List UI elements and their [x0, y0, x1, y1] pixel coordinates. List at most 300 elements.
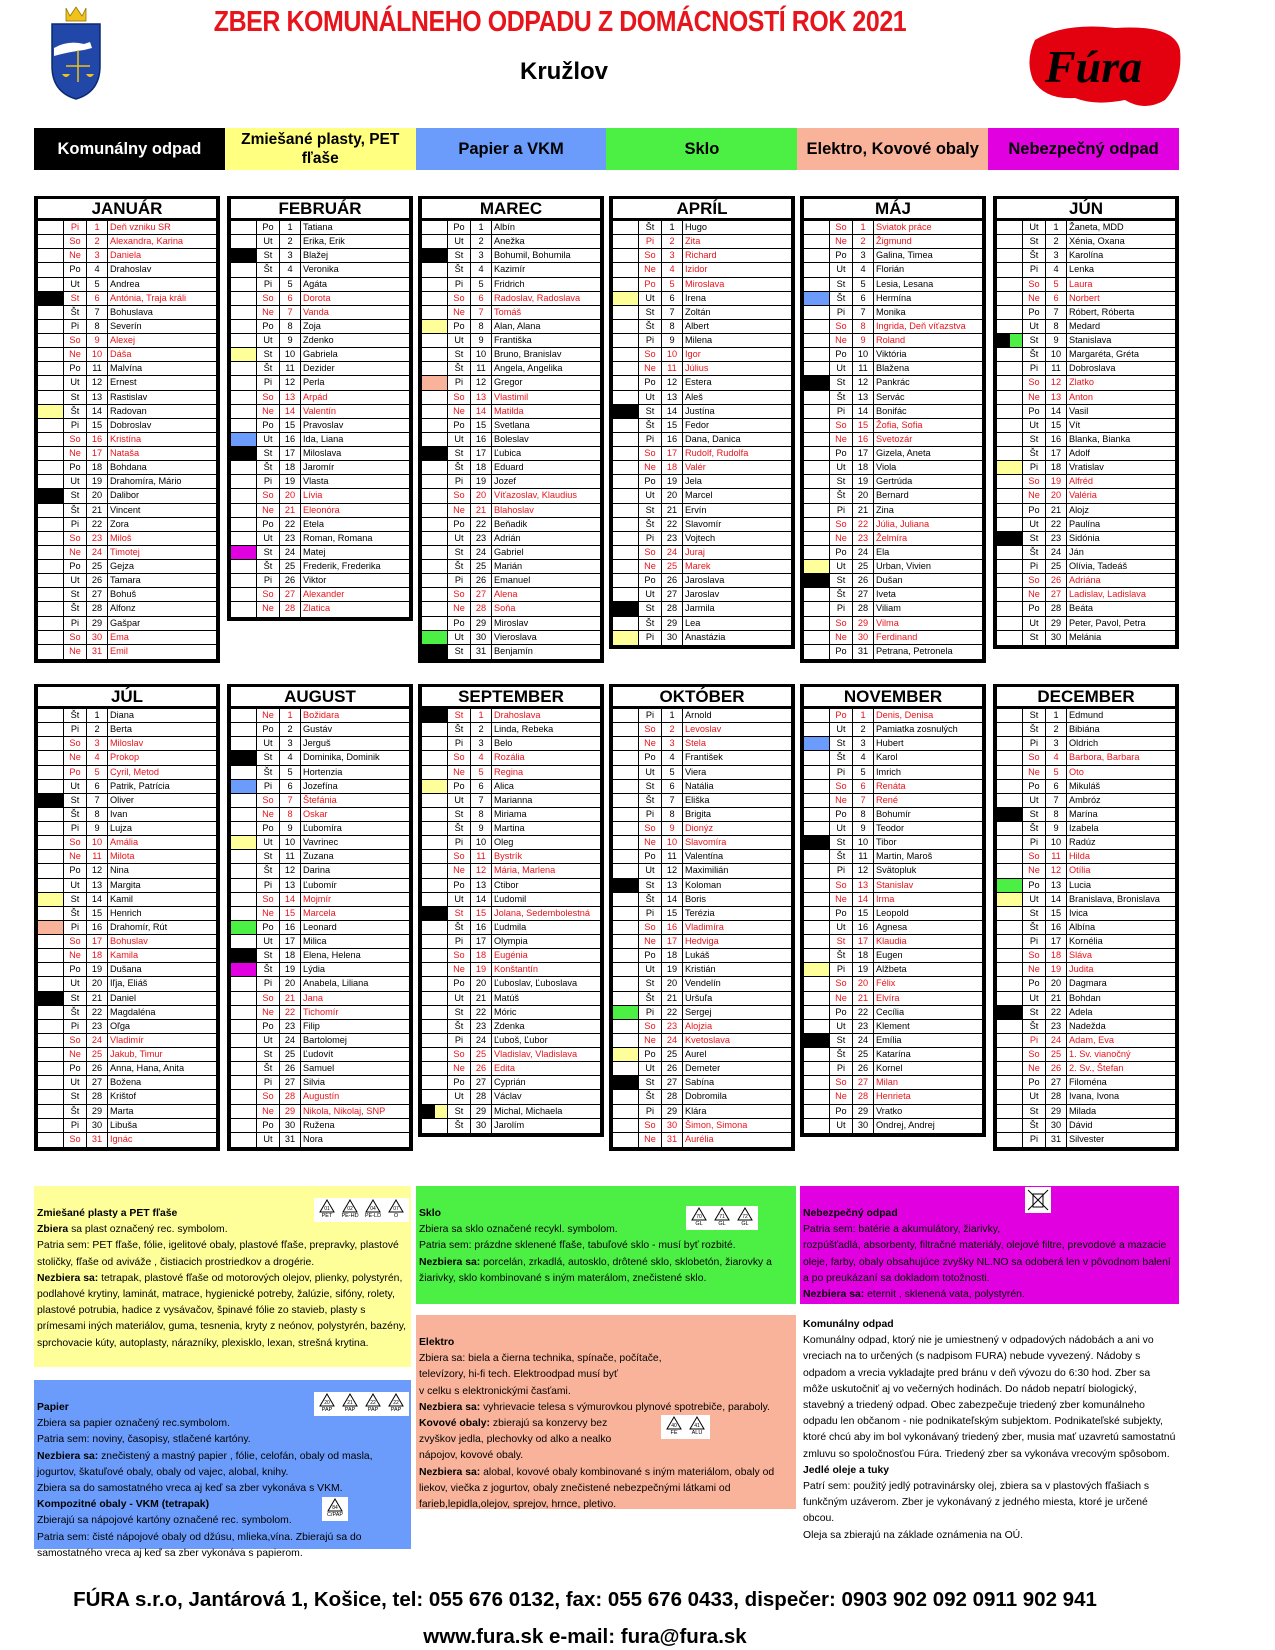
day-number: 20 — [662, 977, 683, 990]
day-number: 23 — [87, 532, 108, 545]
day-row — [613, 433, 791, 447]
name-day: Nadežda — [1069, 1020, 1106, 1031]
day-number: 9 — [280, 822, 301, 835]
day-number: 16 — [662, 921, 683, 934]
day-row — [997, 447, 1175, 461]
name-day: Eugénia — [494, 950, 528, 961]
day-row — [997, 1062, 1175, 1076]
info-label: Zbiera — [37, 1224, 69, 1236]
day-row — [231, 306, 409, 320]
day-number: 16 — [662, 433, 683, 446]
weekday: Ne — [448, 1062, 471, 1075]
weekday: So — [1023, 574, 1046, 587]
day-row — [38, 935, 216, 949]
day-row — [997, 907, 1175, 921]
collection-marker — [997, 518, 1023, 531]
collection-marker — [38, 362, 64, 375]
day-row — [422, 504, 600, 518]
name-day: Miloslava — [303, 448, 342, 458]
collection-marker — [804, 737, 830, 750]
day-number: 16 — [87, 433, 108, 446]
day-row — [997, 977, 1175, 991]
day-number: 15 — [280, 907, 301, 920]
day-number: 20 — [471, 489, 492, 502]
info-paragraph — [803, 1287, 1176, 1303]
weekday: Pi — [64, 822, 87, 835]
day-number: 26 — [87, 1062, 108, 1075]
fura-logo — [1025, 20, 1185, 112]
marker-s — [231, 921, 256, 934]
name-day: Bohdan — [1069, 992, 1101, 1003]
weekday: Ne — [639, 836, 662, 849]
marker-k — [38, 794, 63, 807]
day-row — [422, 1090, 600, 1104]
collection-marker — [231, 235, 257, 248]
name-day: Etela — [303, 518, 324, 529]
weekday: Št — [448, 723, 471, 736]
day-number: 11 — [662, 362, 683, 375]
marker-k — [613, 1076, 638, 1089]
month-title: JÚL — [38, 687, 216, 709]
day-number: 22 — [1046, 1006, 1067, 1019]
collection-marker — [422, 278, 448, 291]
weekday: Ut — [64, 879, 87, 892]
collection-marker — [422, 560, 448, 573]
name-day: Leonard — [303, 921, 337, 932]
name-day: Libuša — [110, 1119, 138, 1130]
day-row — [231, 1062, 409, 1076]
day-row — [231, 447, 409, 461]
day-number: 1 — [471, 221, 492, 234]
weekday: So — [830, 879, 853, 892]
day-row — [38, 992, 216, 1006]
day-row — [422, 992, 600, 1006]
name-day: Matúš — [494, 992, 520, 1003]
day-row — [231, 850, 409, 864]
day-number: 19 — [1046, 475, 1067, 488]
marker-k — [997, 532, 1022, 545]
collection-marker — [804, 921, 830, 934]
day-row — [422, 574, 600, 588]
name-day: Vít — [1069, 419, 1081, 430]
day-number: 22 — [280, 518, 301, 531]
name-day: Ela — [876, 546, 890, 557]
collection-marker — [422, 864, 448, 877]
name-day: 2. Sv., Štefan — [1069, 1063, 1124, 1074]
collection-marker — [422, 737, 448, 750]
day-number: 14 — [662, 405, 683, 418]
name-day: Ernest — [110, 377, 137, 388]
info-plasty — [34, 1186, 411, 1367]
day-number: 28 — [662, 602, 683, 615]
weekday: St — [448, 907, 471, 920]
day-row — [38, 362, 216, 376]
name-day: Dagmara — [1069, 978, 1107, 989]
weekday: Ne — [639, 461, 662, 474]
name-day: Bohuslav — [110, 936, 148, 946]
weekday: Ut — [639, 391, 662, 404]
day-number: 4 — [87, 263, 108, 276]
day-row — [613, 1076, 791, 1090]
weekday: St — [1023, 709, 1046, 722]
day-number: 16 — [87, 921, 108, 934]
weekday: Po — [1023, 780, 1046, 793]
name-day: Frederik, Frederika — [303, 561, 381, 571]
weekday: Št — [830, 292, 853, 305]
day-number: 14 — [853, 405, 874, 418]
name-day: Ľuboslav, Ľuboslava — [494, 978, 578, 989]
name-day: Aleš — [685, 391, 703, 402]
day-number: 2 — [853, 235, 874, 248]
day-number: 10 — [662, 348, 683, 361]
info-label: Kompozitné obaly - VKM (tetrapak) — [37, 1499, 210, 1511]
collection-marker — [997, 574, 1023, 587]
day-row — [422, 263, 600, 277]
day-number: 11 — [280, 850, 301, 863]
weekday: So — [257, 794, 280, 807]
day-number: 29 — [853, 617, 874, 630]
day-number: 21 — [471, 504, 492, 517]
marker-k — [422, 645, 447, 659]
day-row — [422, 532, 600, 546]
weekday: Ut — [64, 574, 87, 587]
name-day: Viera — [685, 766, 707, 777]
collection-marker — [422, 263, 448, 276]
collection-marker — [231, 751, 257, 764]
day-number: 13 — [87, 391, 108, 404]
day-row — [997, 1133, 1175, 1147]
day-row — [804, 235, 982, 249]
symbol-label: PE-HD — [341, 1213, 359, 1219]
weekday: Št — [257, 1062, 280, 1075]
weekday: Po — [64, 766, 87, 779]
day-row — [422, 348, 600, 362]
weekday: Pi — [639, 907, 662, 920]
day-row — [231, 221, 409, 235]
name-day: Terézia — [685, 907, 715, 918]
day-row — [231, 751, 409, 765]
day-number: 18 — [1046, 949, 1067, 962]
collection-marker — [231, 1062, 257, 1075]
day-row — [613, 907, 791, 921]
day-row — [997, 489, 1175, 503]
day-number: 1 — [87, 709, 108, 722]
day-row — [38, 921, 216, 935]
day-row — [38, 751, 216, 765]
day-row — [804, 433, 982, 447]
weekday: Ut — [830, 723, 853, 736]
day-number: 9 — [1046, 334, 1067, 347]
weekday: Ut — [830, 822, 853, 835]
weekday: Ut — [1023, 320, 1046, 333]
day-row — [613, 723, 791, 737]
name-day: Vasil — [1069, 405, 1089, 416]
collection-marker — [804, 221, 830, 234]
day-row — [38, 617, 216, 631]
weekday: Ne — [1023, 963, 1046, 976]
weekday: Po — [257, 921, 280, 934]
day-row — [613, 1090, 791, 1104]
day-row — [38, 504, 216, 518]
collection-marker — [804, 1062, 830, 1075]
collection-marker — [38, 546, 64, 559]
day-number: 28 — [1046, 602, 1067, 615]
collection-marker — [231, 518, 257, 531]
name-day: Judita — [1069, 964, 1094, 975]
weekday: So — [1023, 1048, 1046, 1061]
info-text: zbierajú sa konzervy bez — [490, 1418, 608, 1430]
marker-k — [613, 405, 638, 418]
info-paragraph — [419, 1448, 793, 1464]
day-row — [231, 376, 409, 390]
weekday: Št — [257, 864, 280, 877]
name-day: Marta — [110, 1105, 134, 1116]
day-row — [804, 320, 982, 334]
collection-marker — [231, 850, 257, 863]
collection-marker — [422, 907, 448, 920]
name-day: Vanda — [303, 306, 329, 317]
weekday: Št — [1023, 921, 1046, 934]
name-day: Koloman — [685, 879, 722, 890]
marker-n — [231, 963, 256, 976]
marker-s — [422, 631, 447, 644]
collection-marker — [997, 306, 1023, 319]
weekday: So — [257, 489, 280, 502]
name-day: Vlasta — [303, 476, 329, 487]
day-row — [231, 235, 409, 249]
collection-marker — [804, 751, 830, 764]
weekday: Ne — [830, 794, 853, 807]
day-row — [613, 320, 791, 334]
collection-marker — [997, 1034, 1023, 1047]
name-day: Olívia, Tadeáš — [1069, 561, 1128, 571]
collection-marker — [997, 1119, 1023, 1132]
legend-bar — [34, 128, 1179, 170]
day-number: 8 — [1046, 808, 1067, 821]
day-row — [231, 935, 409, 949]
day-number: 25 — [662, 1048, 683, 1061]
day-row — [422, 751, 600, 765]
weekday: Št — [830, 1048, 853, 1061]
day-row — [422, 320, 600, 334]
weekday: Št — [257, 263, 280, 276]
name-day: Boris — [685, 893, 706, 904]
day-number: 8 — [471, 320, 492, 333]
name-day: Miroslav — [494, 617, 529, 628]
day-row — [231, 766, 409, 780]
day-row — [38, 977, 216, 991]
name-day: Zlatica — [303, 603, 331, 614]
collection-marker — [804, 1020, 830, 1033]
name-day: Miloš — [110, 532, 132, 543]
day-row — [997, 935, 1175, 949]
day-number: 6 — [853, 780, 874, 793]
name-day: Florián — [876, 264, 905, 275]
marker-k — [422, 907, 447, 920]
name-day: Anna, Hana, Anita — [110, 1063, 185, 1074]
weekday: St — [639, 879, 662, 892]
name-day: Alexander — [303, 589, 345, 600]
name-day: Blažena — [876, 363, 910, 374]
name-day: Bystrík — [494, 851, 523, 862]
day-number: 22 — [1046, 518, 1067, 531]
day-row — [231, 949, 409, 963]
collection-marker — [613, 864, 639, 877]
day-row — [422, 921, 600, 935]
weekday: Ne — [64, 645, 87, 659]
collection-marker — [613, 320, 639, 333]
day-row — [804, 893, 982, 907]
recycling-symbol-icon — [317, 1393, 337, 1415]
collection-marker — [231, 447, 257, 460]
day-number: 15 — [280, 419, 301, 432]
weekday: Št — [64, 709, 87, 722]
collection-marker — [997, 935, 1023, 948]
weekday: Ut — [639, 292, 662, 305]
name-day: Bohdana — [110, 462, 147, 473]
weekday: Št — [1023, 1119, 1046, 1132]
weekday: Ut — [257, 935, 280, 948]
weekday: Po — [830, 546, 853, 559]
marker-k — [422, 709, 447, 722]
info-nebezpecny — [800, 1186, 1179, 1304]
weekday: Ne — [64, 546, 87, 559]
day-number: 24 — [87, 546, 108, 559]
weekday: Ut — [1023, 221, 1046, 234]
day-number: 21 — [1046, 992, 1067, 1005]
day-row — [38, 907, 216, 921]
day-row — [38, 1062, 216, 1076]
day-number: 5 — [853, 766, 874, 779]
collection-marker — [38, 822, 64, 835]
recycling-symbol-icon — [712, 1207, 732, 1229]
collection-marker — [613, 1048, 639, 1061]
day-row — [38, 1020, 216, 1034]
day-number: 10 — [280, 348, 301, 361]
collection-marker — [231, 921, 257, 934]
collection-marker — [804, 794, 830, 807]
weekday: Ne — [257, 504, 280, 517]
name-day: Olympia — [494, 936, 528, 946]
symbol-label: FE — [670, 1430, 678, 1436]
day-number: 9 — [853, 822, 874, 835]
weekday: Po — [64, 864, 87, 877]
day-number: 9 — [662, 822, 683, 835]
collection-marker — [613, 822, 639, 835]
weekday: St — [64, 893, 87, 906]
day-number: 17 — [280, 447, 301, 460]
collection-marker — [231, 292, 257, 305]
day-row — [804, 864, 982, 878]
weekday: St — [448, 447, 471, 460]
symbol-label: GL — [695, 1221, 703, 1227]
collection-marker — [804, 560, 830, 573]
weekday: Po — [257, 221, 280, 234]
day-number: 15 — [853, 907, 874, 920]
collection-marker — [38, 405, 64, 418]
day-number: 16 — [1046, 433, 1067, 446]
info-text: znečistený a mastný papier , fólie, celofán, obaly od masla, jogurtov, škatuľové obaly, obaly od vajec, alobal, knihy. — [37, 1450, 373, 1478]
month-title: SEPTEMBER — [422, 687, 600, 709]
day-row — [38, 376, 216, 390]
day-number: 26 — [853, 1062, 874, 1075]
name-day: Berta — [110, 724, 132, 735]
day-row — [997, 921, 1175, 935]
name-day: Félix — [876, 978, 896, 989]
name-day: Miroslava — [685, 278, 725, 289]
collection-marker — [422, 808, 448, 821]
weekday: Št — [639, 221, 662, 234]
collection-marker — [804, 306, 830, 319]
day-row — [38, 221, 216, 235]
weekday: Ut — [257, 836, 280, 849]
collection-marker — [422, 977, 448, 990]
day-row — [231, 794, 409, 808]
day-number: 19 — [662, 475, 683, 488]
name-day: Norbert — [1069, 292, 1100, 303]
day-number: 25 — [87, 1048, 108, 1061]
collection-marker — [422, 475, 448, 488]
collection-marker — [422, 723, 448, 736]
collection-marker — [613, 1076, 639, 1089]
weekday: Ut — [639, 963, 662, 976]
day-row — [613, 1006, 791, 1020]
day-row — [997, 518, 1175, 532]
day-number: 22 — [662, 518, 683, 531]
collection-marker — [613, 504, 639, 517]
weekday: Po — [448, 617, 471, 630]
day-number: 12 — [662, 376, 683, 389]
day-number: 20 — [1046, 977, 1067, 990]
info-label: Elektro — [419, 1337, 455, 1348]
name-day: Ľudovít — [303, 1049, 334, 1059]
day-number: 11 — [87, 362, 108, 375]
name-day: Gertrúda — [876, 476, 913, 487]
collection-marker — [613, 362, 639, 375]
day-number: 20 — [87, 977, 108, 990]
day-number: 30 — [87, 1119, 108, 1132]
collection-marker — [804, 278, 830, 291]
day-number: 12 — [853, 864, 874, 877]
collection-marker — [422, 709, 448, 722]
weekday: Pi — [830, 766, 853, 779]
weekday: Pi — [448, 376, 471, 389]
day-row — [38, 808, 216, 822]
collection-marker — [613, 447, 639, 460]
day-number: 28 — [471, 1090, 492, 1103]
name-day: Milota — [110, 851, 135, 862]
day-row — [997, 751, 1175, 765]
day-number: 23 — [853, 532, 874, 545]
weekday: Pi — [639, 532, 662, 545]
name-day: Sviatok práce — [876, 222, 932, 232]
marker-k — [38, 292, 63, 305]
symbol-label: C/PAP — [326, 1512, 344, 1518]
day-number: 7 — [471, 306, 492, 319]
weekday: Št — [257, 461, 280, 474]
day-row — [38, 278, 216, 292]
weekday: St — [639, 1076, 662, 1089]
day-number: 3 — [280, 249, 301, 262]
collection-marker — [613, 235, 639, 248]
weekday: Št — [64, 1105, 87, 1118]
weekday: Po — [257, 518, 280, 531]
day-number: 7 — [471, 794, 492, 807]
name-day: Lenka — [1069, 264, 1095, 275]
name-day: Pamiatka zosnulých — [876, 724, 958, 735]
day-number: 26 — [471, 574, 492, 587]
collection-marker — [38, 1105, 64, 1118]
